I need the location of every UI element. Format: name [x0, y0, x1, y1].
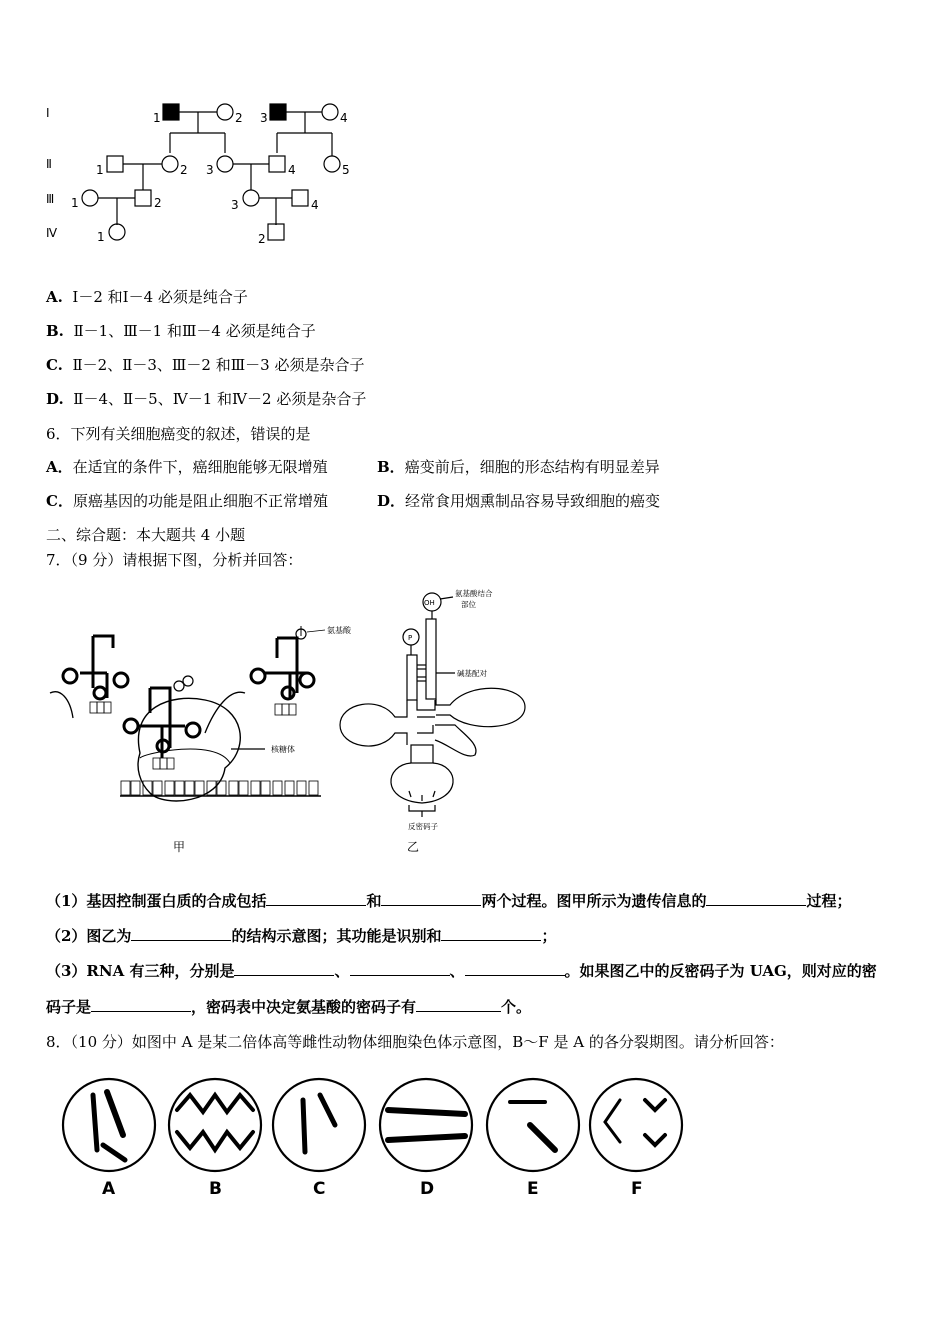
q6-stem: 6．下列有关细胞癌变的叙述，错误的是: [46, 425, 311, 443]
q6-option-d: [377, 490, 660, 511]
individual-label: 3: [231, 198, 239, 212]
amino-acid-label: 氨基酸: [327, 626, 351, 635]
q6-option-c: [46, 490, 328, 511]
q5-option-b: [46, 320, 316, 341]
cell-d: [380, 1079, 472, 1171]
answer-blank[interactable]: [706, 891, 806, 906]
figure-caption: 乙: [407, 840, 420, 854]
answer-blank[interactable]: [234, 961, 334, 976]
section-heading: 二、综合题：本大题共 4 小题: [46, 526, 246, 544]
individual-label: 2: [258, 232, 266, 246]
answer-blank[interactable]: [441, 926, 541, 941]
answer-blank[interactable]: [91, 997, 191, 1012]
q7-sub2: [46, 925, 556, 946]
q5-option-a: [46, 286, 248, 307]
cell-label: A: [102, 1179, 116, 1199]
option-text: 癌变前后，细胞的形态结构有明显差异: [404, 458, 660, 476]
q5-option-d: [46, 388, 366, 409]
q7-sub1: [46, 890, 852, 911]
anticodon-label: 反密码子: [408, 822, 438, 831]
q7-sub3-d: ，密码表中决定氨基酸的密码子有: [191, 998, 417, 1016]
generation-label: Ⅳ: [46, 226, 58, 240]
individual-label: 1: [153, 111, 161, 125]
answer-blank[interactable]: [266, 891, 366, 906]
q8-stem: 8．（10 分）如图中 A 是某二倍体高等雌性动物体细胞染色体示意图，B～F 是 A 的各分裂期图。请分析回答：: [46, 1033, 784, 1051]
cell-label: E: [527, 1179, 539, 1199]
option-letter: A.: [46, 288, 63, 306]
p-label: P: [408, 634, 413, 642]
answer-blank[interactable]: [465, 961, 565, 976]
generation-label: Ⅱ: [46, 157, 52, 171]
oh-label: OH: [424, 599, 435, 607]
option-letter: C．: [46, 492, 73, 510]
option-letter: B.: [46, 322, 64, 340]
individual-label: 1: [71, 196, 79, 210]
option-text: Ⅱ－1、Ⅲ－1 和Ⅲ－4 必须是纯合子: [73, 322, 316, 340]
individual-label: 4: [311, 198, 319, 212]
individual-label: 4: [288, 163, 296, 177]
individual-label: 2: [235, 111, 243, 125]
option-text: Ⅱ－4、Ⅱ－5、Ⅳ－1 和Ⅳ－2 必须是杂合子: [73, 390, 367, 408]
figure-caption: 甲: [173, 840, 186, 854]
generation-label: Ⅰ: [46, 106, 50, 120]
binding-site-label: 氨基酸结合: [455, 589, 493, 598]
q7-sub3: [46, 960, 877, 981]
option-letter: D.: [46, 390, 64, 408]
option-text: 在适宜的条件下，癌细胞能够无限增殖: [72, 458, 328, 476]
generation-label: Ⅲ: [46, 192, 55, 206]
ribosome-label: 核糖体: [271, 745, 295, 754]
figure-jia-translation: [45, 618, 351, 863]
cell-label: D: [420, 1179, 435, 1199]
q5-option-c: [46, 354, 365, 375]
q7-sub3-e: 个。: [501, 998, 532, 1016]
q7-sub2-b: 的结构示意图；其功能是识别和: [231, 927, 442, 945]
option-text: Ⅱ－2、Ⅱ－3、Ⅲ－2 和Ⅲ－3 必须是杂合子: [72, 356, 365, 374]
option-letter: C.: [46, 356, 63, 374]
cell-label: C: [313, 1179, 326, 1199]
option-text: 经常食用烟熏制品容易导致细胞的癌变: [405, 492, 661, 510]
separator: 、: [334, 962, 350, 980]
q7-sub3-a: （3）RNA 有三种，分别是: [46, 962, 235, 980]
binding-site-label-2: 部位: [461, 600, 476, 609]
cell-f: [590, 1079, 682, 1171]
individual-label: 3: [260, 111, 268, 125]
individual-label: 2: [180, 163, 188, 177]
answer-blank[interactable]: [381, 891, 481, 906]
answer-blank[interactable]: [350, 961, 450, 976]
individual-label: 5: [342, 163, 350, 177]
option-letter: D．: [377, 492, 406, 510]
option-letter: A．: [46, 458, 73, 476]
q7-sub1-a: （1）基因控制蛋白质的合成包括: [46, 892, 267, 910]
pedigree-chart: [40, 95, 370, 255]
individual-label: 1: [96, 163, 104, 177]
answer-blank[interactable]: [131, 926, 231, 941]
cell-label: B: [209, 1179, 222, 1199]
q7-sub1-d: 过程；: [806, 892, 852, 910]
q7-sub3-b: 。如果图乙中的反密码子为 UAG，则对应的密: [564, 962, 877, 980]
q7-sub3-c: 码子是: [46, 998, 92, 1016]
q7-sub1-c: 两个过程。图甲所示为遗传信息的: [481, 892, 707, 910]
individual-label: 2: [154, 196, 162, 210]
option-text: 原癌基因的功能是阻止细胞不正常增殖: [72, 492, 328, 510]
individual-label: 1: [97, 230, 105, 244]
base-pair-label: 碱基配对: [457, 669, 487, 678]
option-letter: B．: [377, 458, 405, 476]
q6-option-a: [46, 456, 328, 477]
figure-yi-trna: [335, 585, 540, 860]
cell-division-figure: [55, 1070, 695, 1200]
option-text: Ⅰ－2 和Ⅰ－4 必须是纯合子: [72, 288, 248, 306]
individual-label: 4: [340, 111, 348, 125]
q6-option-b: [377, 456, 660, 477]
answer-blank[interactable]: [416, 997, 501, 1012]
separator: 、: [449, 962, 465, 980]
cell-label: F: [631, 1179, 643, 1199]
q7-stem: 7．（9 分）请根据下图，分析并回答：: [46, 551, 303, 569]
individual-label: 3: [206, 163, 214, 177]
q7-sub2-a: （2）图乙为: [46, 927, 132, 945]
q7-sub3-cont: [46, 996, 531, 1017]
q7-sub1-b: 和: [366, 892, 382, 910]
q7-sub2-c: ；: [541, 927, 557, 945]
